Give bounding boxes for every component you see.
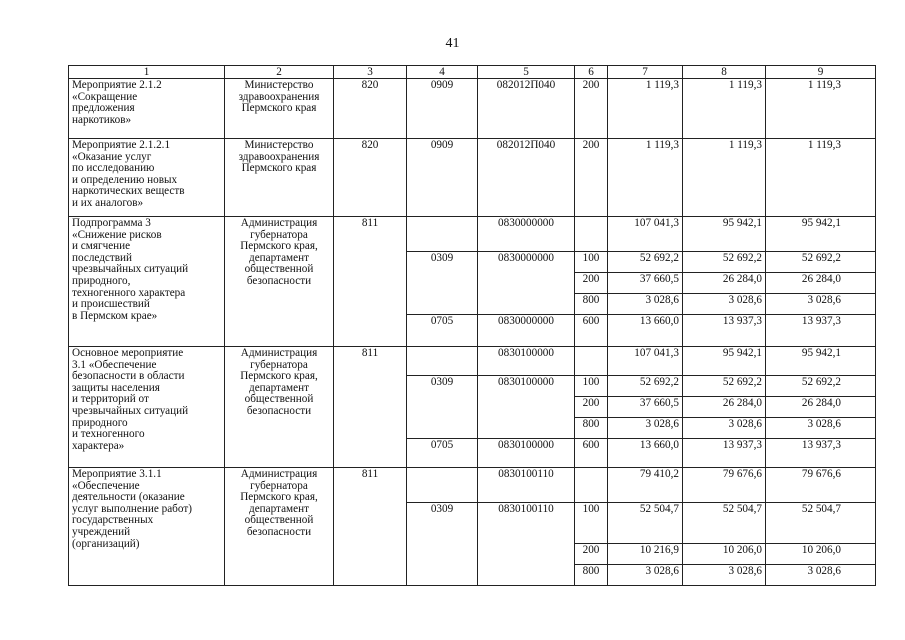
amount-col9-cell: 1 119,3: [766, 79, 876, 139]
amount-col7-cell: 37 660,5: [608, 273, 683, 294]
grbs-code-cell: 811: [334, 468, 407, 586]
expense-type-cell: 100: [575, 252, 608, 273]
grbs-code-cell: 811: [334, 217, 407, 347]
target-article-cell: 0830100000: [478, 439, 575, 468]
amount-col8-cell: 52 504,7: [683, 503, 766, 544]
amount-col9-cell: 79 676,6: [766, 468, 876, 503]
grbs-code-cell: 820: [334, 139, 407, 217]
header-cell-5: 5: [478, 66, 575, 79]
amount-col8-cell: 52 692,2: [683, 252, 766, 273]
target-article-cell: 0830000000: [478, 217, 575, 252]
table-row: [69, 79, 876, 139]
target-article-cell: 082012П040: [478, 79, 575, 139]
expense-type-cell: 100: [575, 503, 608, 544]
header-cell-3: 3: [334, 66, 407, 79]
event-name-cell: Мероприятие 2.1.2 «Сокращение предложения наркотиков»: [69, 79, 225, 139]
section-code-cell: 0909: [407, 79, 478, 139]
expense-type-cell: 200: [575, 273, 608, 294]
expense-type-cell: [575, 468, 608, 503]
amount-col7-cell: 1 119,3: [608, 79, 683, 139]
amount-col9-cell: 13 937,3: [766, 315, 876, 347]
table-row: [69, 468, 876, 503]
amount-col7-cell: 52 692,2: [608, 376, 683, 397]
grbs-code-cell: 811: [334, 347, 407, 468]
header-cell-7: 7: [608, 66, 683, 79]
expense-type-cell: 200: [575, 139, 608, 217]
section-code-cell: 0309: [407, 376, 478, 439]
event-name-cell: Подпрограмма 3 «Снижение рисков и смягчение последствий чрезвычайных ситуаций природного, техногенного характера и происшествий в Пермском крае»: [69, 217, 225, 347]
expense-type-cell: [575, 217, 608, 252]
target-article-cell: 0830000000: [478, 252, 575, 315]
table-row: [69, 347, 876, 376]
amount-col7-cell: 3 028,6: [608, 294, 683, 315]
amount-col8-cell: 26 284,0: [683, 273, 766, 294]
section-code-cell: 0705: [407, 315, 478, 347]
target-article-cell: 0830100000: [478, 376, 575, 439]
target-article-cell: 0830100110: [478, 468, 575, 503]
amount-col8-cell: 3 028,6: [683, 418, 766, 439]
table-row: [69, 139, 876, 217]
amount-col9-cell: 1 119,3: [766, 139, 876, 217]
amount-col9-cell: 13 937,3: [766, 439, 876, 468]
expense-type-cell: 200: [575, 79, 608, 139]
amount-col9-cell: 52 692,2: [766, 252, 876, 273]
amount-col8-cell: 3 028,6: [683, 565, 766, 586]
expense-type-cell: 600: [575, 315, 608, 347]
header-cell-8: 8: [683, 66, 766, 79]
agency-cell: Администрация губернатора Пермского края, департамент общественной безопасности: [225, 468, 334, 586]
amount-col9-cell: 52 504,7: [766, 503, 876, 544]
amount-col9-cell: 10 206,0: [766, 544, 876, 565]
event-name-cell: Мероприятие 2.1.2.1 «Оказание услуг по исследованию и определению новых наркотических веществ и их аналогов»: [69, 139, 225, 217]
amount-col7-cell: 1 119,3: [608, 139, 683, 217]
event-name-cell: Основное мероприятие 3.1 «Обеспечение безопасности в области защиты населения и территорий от чрезвычайных ситуаций природного и техногенного характера»: [69, 347, 225, 468]
target-article-cell: 0830100110: [478, 503, 575, 586]
expense-type-cell: 800: [575, 294, 608, 315]
amount-col7-cell: 107 041,3: [608, 347, 683, 376]
agency-cell: Администрация губернатора Пермского края, департамент общественной безопасности: [225, 347, 334, 468]
amount-col9-cell: 52 692,2: [766, 376, 876, 397]
agency-cell: Министерство здравоохранения Пермского края: [225, 139, 334, 217]
amount-col9-cell: 26 284,0: [766, 273, 876, 294]
budget-table: [68, 65, 876, 586]
header-cell-6: 6: [575, 66, 608, 79]
amount-col7-cell: 79 410,2: [608, 468, 683, 503]
amount-col7-cell: 10 216,9: [608, 544, 683, 565]
amount-col8-cell: 26 284,0: [683, 397, 766, 418]
amount-col7-cell: 52 504,7: [608, 503, 683, 544]
section-code-cell: [407, 347, 478, 376]
event-name-cell: Мероприятие 3.1.1 «Обеспечение деятельности (оказание услуг выполнение работ) государственных учреждений (организаций): [69, 468, 225, 586]
amount-col8-cell: 79 676,6: [683, 468, 766, 503]
amount-col9-cell: 26 284,0: [766, 397, 876, 418]
amount-col7-cell: 52 692,2: [608, 252, 683, 273]
amount-col8-cell: 52 692,2: [683, 376, 766, 397]
amount-col9-cell: 3 028,6: [766, 418, 876, 439]
amount-col8-cell: 10 206,0: [683, 544, 766, 565]
expense-type-cell: 600: [575, 439, 608, 468]
section-code-cell: [407, 217, 478, 252]
header-cell-9: 9: [766, 66, 876, 79]
section-code-cell: 0309: [407, 252, 478, 315]
amount-col8-cell: 3 028,6: [683, 294, 766, 315]
amount-col7-cell: 37 660,5: [608, 397, 683, 418]
header-cell-2: 2: [225, 66, 334, 79]
expense-type-cell: 200: [575, 544, 608, 565]
amount-col7-cell: 3 028,6: [608, 418, 683, 439]
amount-col8-cell: 13 937,3: [683, 439, 766, 468]
amount-col7-cell: 13 660,0: [608, 439, 683, 468]
amount-col9-cell: 3 028,6: [766, 565, 876, 586]
section-code-cell: 0909: [407, 139, 478, 217]
expense-type-cell: 800: [575, 565, 608, 586]
amount-col9-cell: 3 028,6: [766, 294, 876, 315]
agency-cell: Администрация губернатора Пермского края, департамент общественной безопасности: [225, 217, 334, 347]
grbs-code-cell: 820: [334, 79, 407, 139]
amount-col8-cell: 13 937,3: [683, 315, 766, 347]
amount-col8-cell: 95 942,1: [683, 217, 766, 252]
amount-col8-cell: 1 119,3: [683, 139, 766, 217]
header-cell-4: 4: [407, 66, 478, 79]
table-row: [69, 217, 876, 252]
agency-cell: Министерство здравоохранения Пермского края: [225, 79, 334, 139]
target-article-cell: 0830100000: [478, 347, 575, 376]
amount-col7-cell: 107 041,3: [608, 217, 683, 252]
amount-col7-cell: 3 028,6: [608, 565, 683, 586]
amount-col8-cell: 95 942,1: [683, 347, 766, 376]
amount-col9-cell: 95 942,1: [766, 217, 876, 252]
target-article-cell: 082012П040: [478, 139, 575, 217]
header-row: [69, 66, 876, 79]
page-number: 41: [445, 36, 460, 51]
section-code-cell: 0309: [407, 503, 478, 586]
amount-col8-cell: 1 119,3: [683, 79, 766, 139]
amount-col7-cell: 13 660,0: [608, 315, 683, 347]
expense-type-cell: 800: [575, 418, 608, 439]
header-cell-1: 1: [69, 66, 225, 79]
amount-col9-cell: 95 942,1: [766, 347, 876, 376]
expense-type-cell: [575, 347, 608, 376]
expense-type-cell: 100: [575, 376, 608, 397]
target-article-cell: 0830000000: [478, 315, 575, 347]
section-code-cell: 0705: [407, 439, 478, 468]
expense-type-cell: 200: [575, 397, 608, 418]
section-code-cell: [407, 468, 478, 503]
